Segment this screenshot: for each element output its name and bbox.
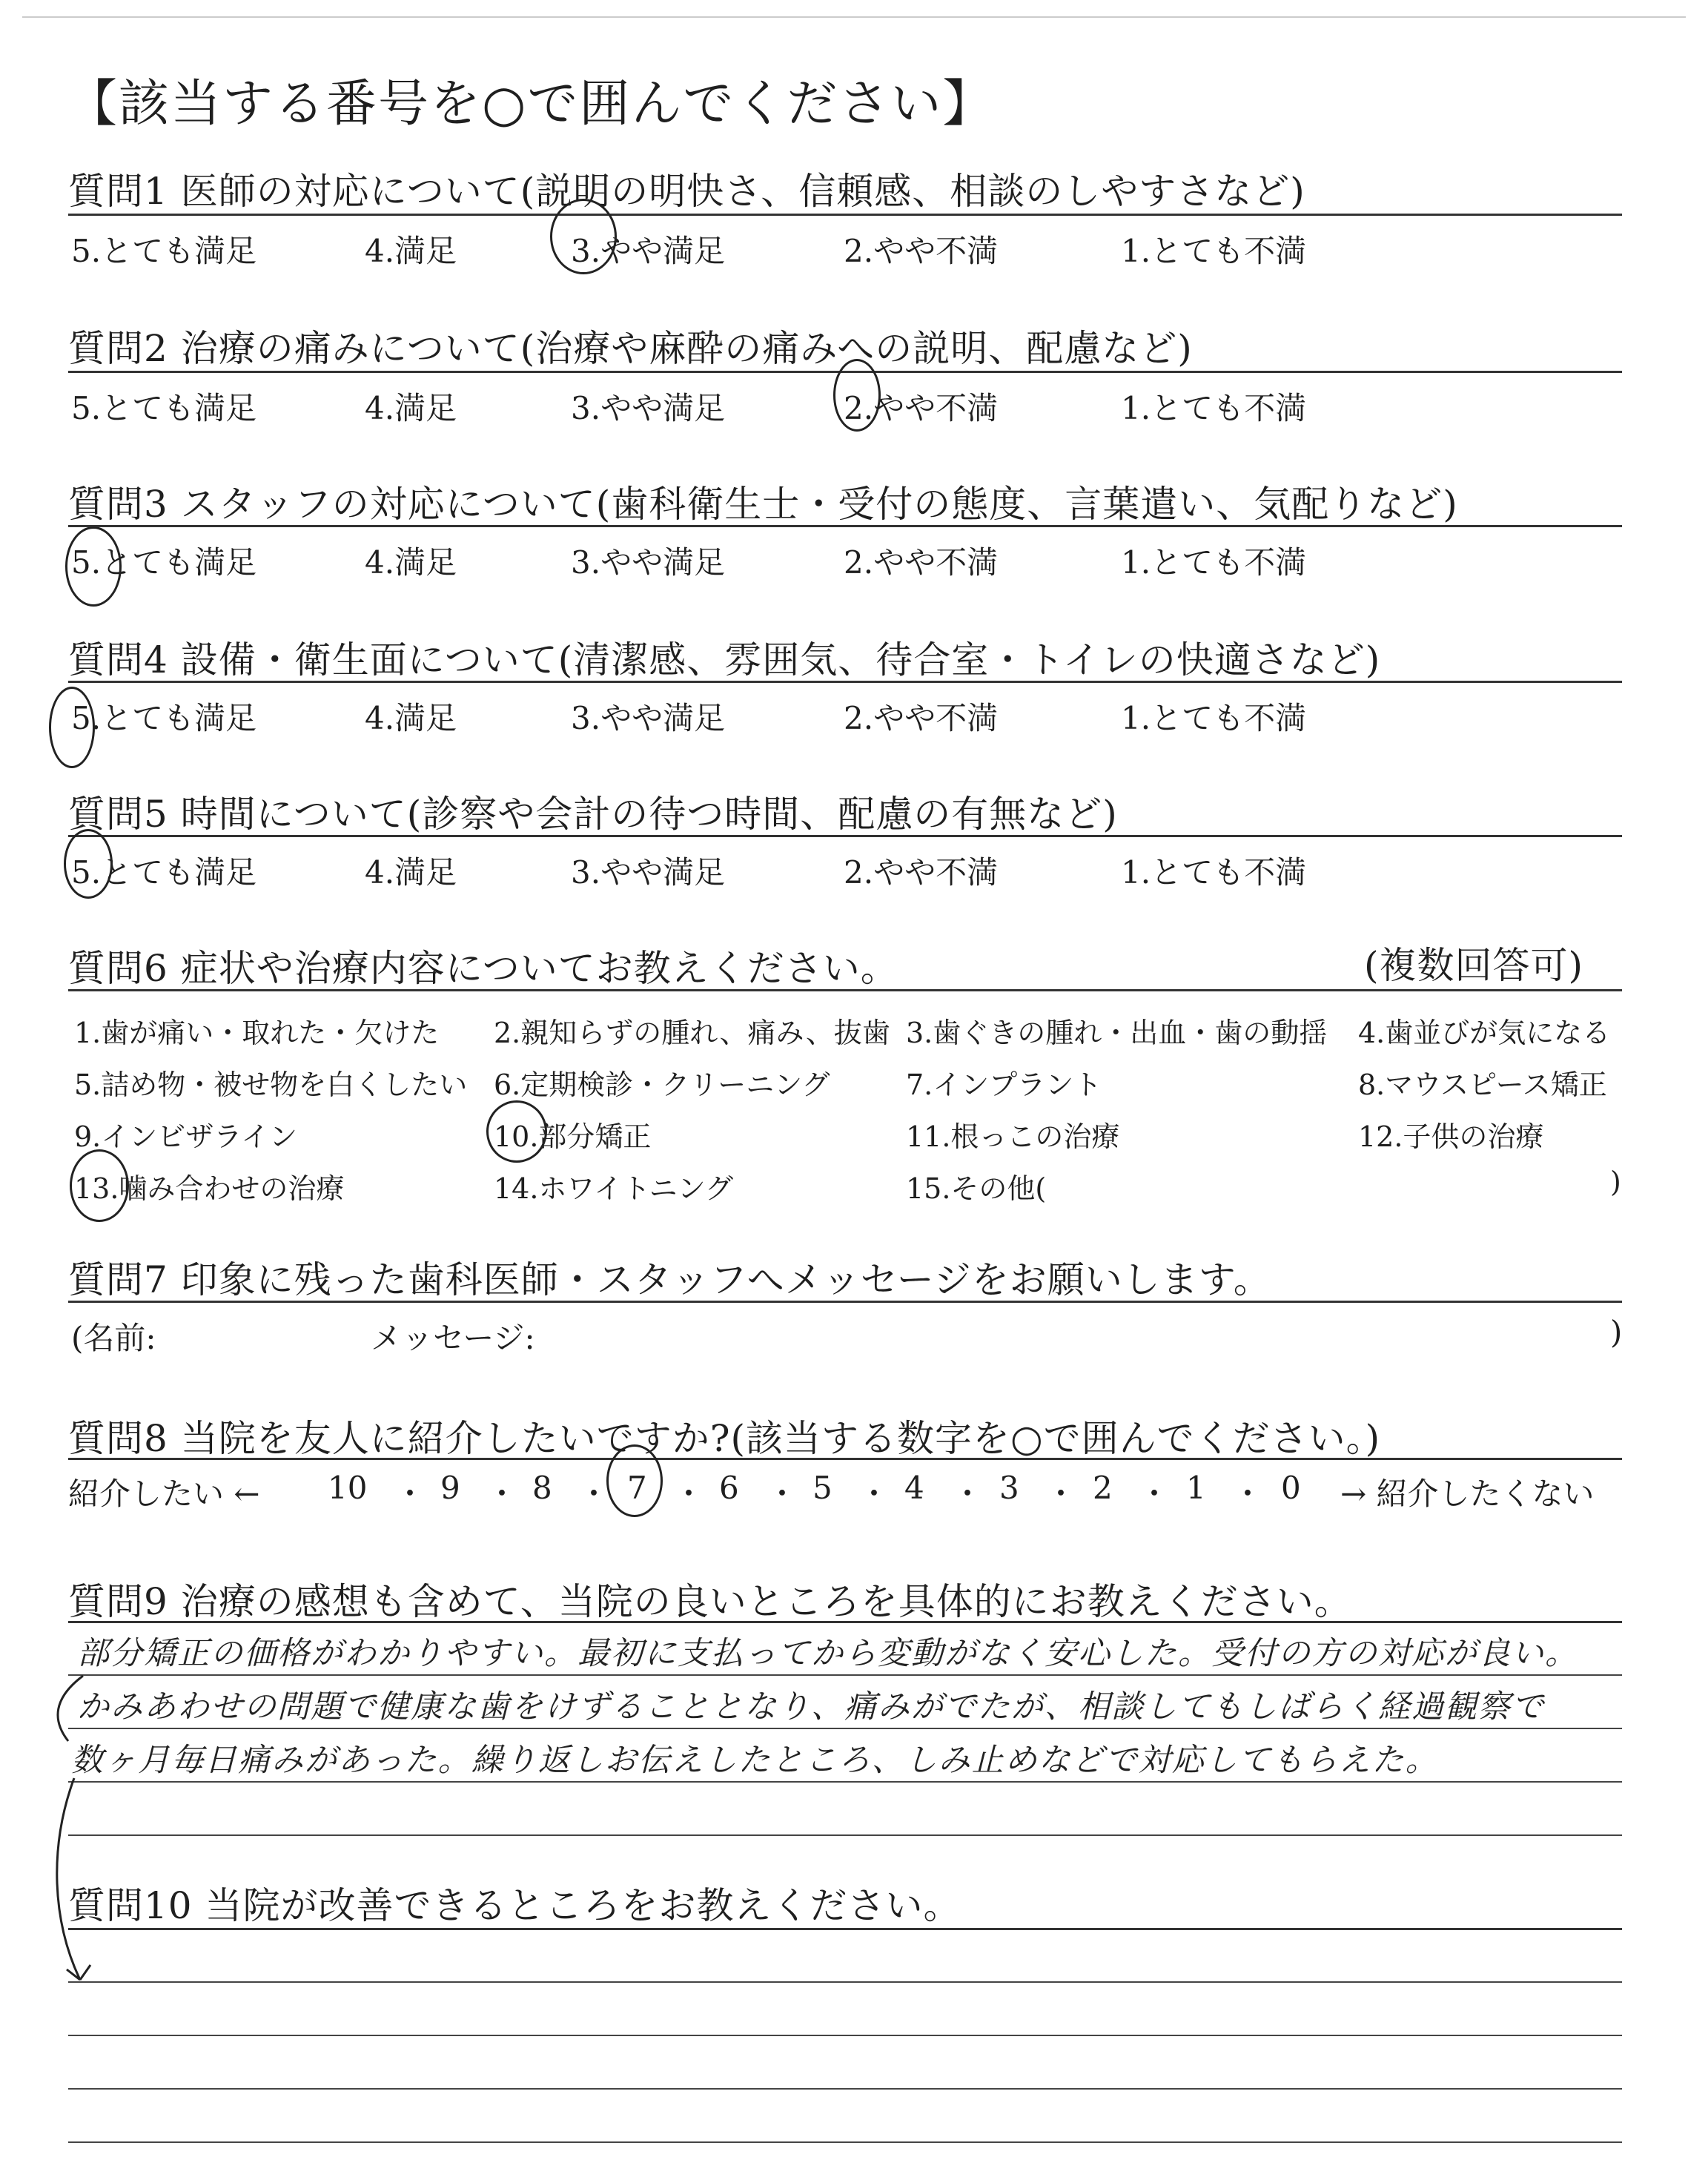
q3-option-4[interactable]: 4.満足 [365,544,457,581]
question-7-rule [68,1301,1622,1303]
q8-number-9[interactable]: 9 [440,1470,460,1506]
q8-number-10[interactable]: 10 [328,1470,368,1506]
q10-answer-line-3 [68,2088,1622,2090]
q6-option-4[interactable]: 4.歯並びが気になる [1358,1017,1611,1049]
q8-dot: ・ [1045,1476,1077,1512]
question-8-rule [68,1458,1622,1460]
q8-number-8[interactable]: 8 [532,1470,552,1506]
question-6-label: 質問6 症状や治療内容についてお教えください。 [68,947,898,990]
question-3-rule [68,525,1622,527]
q6-option-6[interactable]: 6.定期検診・クリーニング [494,1069,830,1101]
q8-left-label: 紹介したい ← [68,1476,260,1512]
q2-option-1[interactable]: 1.とても不満 [1121,390,1307,426]
q5-option-2[interactable]: 2.やや不満 [844,854,999,891]
q6-option-10[interactable]: 10.部分矯正 [494,1120,652,1153]
q3-option-1[interactable]: 1.とても不満 [1121,544,1307,581]
q4-option-3[interactable]: 3.やや満足 [571,700,726,736]
q8-dot: ・ [578,1476,610,1512]
q8-number-6[interactable]: 6 [719,1470,739,1506]
q1-option-4[interactable]: 4.満足 [365,233,457,269]
question-6-note: (複数回答可) [1364,944,1584,987]
q9-answer-line-2 [68,1728,1622,1729]
q1-option-3[interactable]: 3.やや満足 [571,233,726,269]
q8-right-label: → 紹介したくない [1340,1476,1595,1512]
q8-number-3[interactable]: 3 [999,1470,1019,1506]
q1-selection-circle [550,199,617,274]
question-5-rule [68,835,1622,837]
q5-option-3[interactable]: 3.やや満足 [571,854,726,891]
q8-dot: ・ [486,1476,518,1512]
q9-handwritten-line-2: かみあわせの問題で健康な歯をけずることとなり、痛みがでたが、相談してもしばらく経過観察で [77,1688,1545,1725]
q10-answer-line-1 [68,1981,1622,1983]
question-3-label: 質問3 スタッフの対応について(歯科衛生士・受付の態度、言葉遣い、気配りなど) [68,483,1458,526]
q9-answer-line-3 [68,1781,1622,1783]
question-9-rule [68,1621,1622,1623]
q9-answer-line-4 [68,1834,1622,1836]
q9-answer-line-1 [68,1674,1622,1676]
q1-option-1[interactable]: 1.とても不満 [1121,233,1307,269]
q4-option-4[interactable]: 4.満足 [365,700,457,736]
q2-option-2[interactable]: 2.やや不満 [844,390,999,426]
handwritten-arrow-icon [39,1668,128,1995]
question-8-label: 質問8 当院を友人に紹介したいですか?(該当する数字を○で囲んでください。) [68,1417,1381,1460]
q6-option-12[interactable]: 12.子供の治療 [1358,1120,1544,1153]
question-2-label: 質問2 治療の痛みについて(治療や麻酔の痛みへの説明、配慮など) [68,327,1193,370]
q8-dot: ・ [858,1476,890,1512]
q8-selection-circle [606,1444,663,1517]
question-9-label: 質問9 治療の感想も含めて、当院の良いところを具体的にお教えください。 [68,1580,1352,1623]
q6-option-3[interactable]: 3.歯ぐきの腫れ・出血・歯の動揺 [906,1017,1328,1049]
q3-option-2[interactable]: 2.やや不満 [844,544,999,581]
q7-message-label: メッセージ: [371,1320,535,1356]
q6-option-14[interactable]: 14.ホワイトニング [494,1172,734,1205]
q4-selection-circle [49,687,95,768]
q1-option-2[interactable]: 2.やや不満 [844,233,999,269]
q1-option-5[interactable]: 5.とても満足 [71,233,257,269]
question-4-rule [68,681,1622,683]
q6-option-8[interactable]: 8.マウスピース矯正 [1358,1069,1607,1101]
q6-option-11[interactable]: 11.根っこの治療 [906,1120,1120,1153]
q5-option-4[interactable]: 4.満足 [365,854,457,891]
q2-option-3[interactable]: 3.やや満足 [571,390,726,426]
question-10-label: 質問10 当院が改善できるところをお教えください。 [68,1884,961,1927]
q5-option-5[interactable]: 5.とても満足 [71,854,257,891]
q6-selection-circle-10 [486,1100,547,1163]
q4-option-2[interactable]: 2.やや不満 [844,700,999,736]
q9-handwritten-line-1: 部分矯正の価格がわかりやすい。最初に支払ってから変動がなく安心した。受付の方の対応が良い。 [77,1635,1578,1672]
q8-number-0[interactable]: 0 [1281,1470,1301,1506]
q6-option-1[interactable]: 1.歯が痛い・取れた・欠けた [74,1017,440,1049]
q8-number-4[interactable]: 4 [904,1470,924,1506]
q8-dot: ・ [767,1476,798,1512]
q8-number-5[interactable]: 5 [812,1470,833,1506]
q5-selection-circle [64,829,113,899]
q8-number-2[interactable]: 2 [1093,1470,1113,1506]
question-10-rule [68,1928,1622,1930]
q7-name-label: (名前: [71,1320,156,1356]
q4-option-5[interactable]: 5.とても満足 [71,700,257,736]
q8-dot: ・ [1139,1476,1171,1512]
q2-option-4[interactable]: 4.満足 [365,390,457,426]
q6-selection-circle-13 [70,1149,129,1222]
q8-dot: ・ [673,1476,705,1512]
q8-dot: ・ [394,1476,426,1512]
q8-number-7[interactable]: 7 [627,1470,647,1506]
q6-option-7[interactable]: 7.インプラント [906,1069,1102,1101]
q6-option-5[interactable]: 5.詰め物・被せ物を白くしたい [74,1069,468,1101]
q6-option-9[interactable]: 9.インビザライン [74,1120,298,1153]
q3-option-5[interactable]: 5.とても満足 [71,544,257,581]
question-6-rule [68,989,1622,991]
q8-number-1[interactable]: 1 [1186,1470,1206,1506]
q3-option-3[interactable]: 3.やや満足 [571,544,726,581]
page-title: 【該当する番号を○で囲んでください】 [67,75,995,133]
q3-selection-circle [65,526,122,607]
question-4-label: 質問4 設備・衛生面について(清潔感、雰囲気、待合室・トイレの快適さなど) [68,638,1381,681]
question-1-label: 質問1 医師の対応について(説明の明快さ、信頼感、相談のしやすさなど) [68,170,1305,213]
question-5-label: 質問5 時間について(診察や会計の待つ時間、配慮の有無など) [68,793,1118,836]
q4-option-1[interactable]: 1.とても不満 [1121,700,1307,736]
q8-dot: ・ [1232,1476,1264,1512]
q6-other-close: ) [1610,1166,1621,1198]
q2-option-5[interactable]: 5.とても満足 [71,390,257,426]
q10-answer-line-4 [68,2141,1622,2143]
q10-answer-line-2 [68,2035,1622,2036]
q7-close-paren: ) [1610,1314,1623,1350]
q6-option-15[interactable]: 15.その他( [906,1172,1047,1205]
question-7-label: 質問7 印象に残った歯科医師・スタッフへメッセージをお願いします。 [68,1258,1271,1301]
q6-option-13[interactable]: 13.噛み合わせの治療 [74,1172,345,1205]
q9-handwritten-line-3: 数ヶ月毎日痛みがあった。繰り返しお伝えしたところ、しみ止めなどで対応してもらえた。 [71,1742,1439,1779]
q6-option-2[interactable]: 2.親知らずの腫れ、痛み、抜歯 [494,1017,890,1049]
q8-dot: ・ [952,1476,984,1512]
top-edge-line [22,16,1686,18]
q5-option-1[interactable]: 1.とても不満 [1121,854,1307,891]
q2-selection-circle [833,359,881,432]
question-1-rule [68,214,1622,216]
